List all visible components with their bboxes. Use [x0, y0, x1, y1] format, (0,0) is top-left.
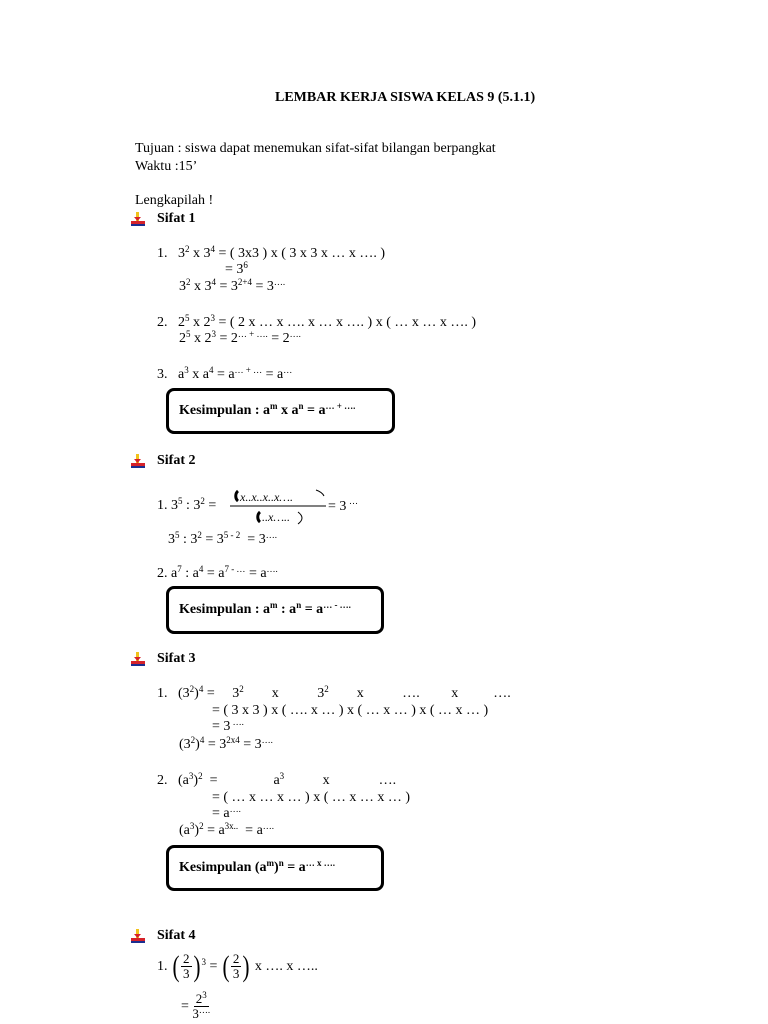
sifat3-item2-line4: $(a^3)^2 = a^{3x..} = a^{\dots.}$: [179, 821, 275, 838]
svg-text:x..x..x..x….: x..x..x..x….: [240, 490, 293, 504]
sifat3-item1-line1: 1. $(3^2)^4$ = $3^2$ x $3^2$ x …. x ….: [157, 684, 511, 701]
sifat2-item2: 2. $a^7$ : $a^4 = a^{7 - \dots} = a^{\dots.}$: [157, 564, 278, 581]
instruction-text: Lengkapilah !: [135, 193, 214, 208]
svg-text:..x…..: ..x…..: [262, 510, 290, 524]
sifat3-item2-line1: 2. $(a^3)^2$ = $a^3$ x ….: [157, 771, 397, 788]
sifat1-conclusion-box: [166, 388, 395, 434]
sifat1-item1-line2: = $3^6$: [225, 260, 248, 277]
waktu-text: Waktu :15’: [135, 159, 198, 174]
arrow-bullet-icon: [131, 212, 145, 226]
arrow-bullet-icon: [131, 652, 145, 666]
sifat3-conclusion: Kesimpulan $(a^m)^n = a^{\dots x \dots.}$: [179, 858, 335, 875]
arrow-bullet-icon: [131, 454, 145, 468]
tujuan-text: Tujuan : siswa dapat menemukan sifat-sifat bilangan berpangkat: [135, 141, 496, 156]
sifat3-heading: Sifat 3: [157, 651, 196, 666]
page-title: LEMBAR KERJA SISWA KELAS 9 (5.1.1): [275, 90, 536, 105]
sifat2-heading: Sifat 2: [157, 453, 196, 468]
sifat2-conclusion-box: [166, 586, 384, 634]
sifat4-item1-line1: 1. ( $\frac{2}{3}$ ) $^3$ = ( $\frac{2}{3}$ ) x …. x …..: [157, 949, 318, 983]
arrow-bullet-icon: [131, 929, 145, 943]
sifat2-item1-fraction: [228, 486, 358, 528]
sifat1-item1-line1: 1. $3^2$ x $3^4$ = ( 3x3 ) x ( 3 x 3 x … x …. ): [157, 244, 386, 261]
sifat1-item2-line2: $2^5$ x $2^3 = 2^{\dots + \dots.} = 2^{\dots.}$: [179, 329, 301, 346]
sifat1-item1-line3: $3^2$ x $3^4 = 3^{2+4} = 3^{\dots.}$: [179, 277, 286, 294]
svg-text:…: …: [349, 496, 358, 506]
sifat1-heading: Sifat 1: [157, 211, 196, 226]
sifat1-item2-line1: 2. $2^5$ x $2^3$ = ( 2 x … x …. x … x …. ) x ( … x … x …. ): [157, 313, 477, 330]
sifat3-item2-line3: = a….: [212, 804, 241, 821]
sifat1-conclusion: Kesimpulan : $a^m$ x $a^n = a^{\dots + \dots.}$: [179, 401, 356, 418]
sifat4-item1-line2: = $\frac{2^3}{3^{\dots.}}$: [181, 990, 211, 1022]
sifat2-conclusion: Kesimpulan : $a^m$ : $a^n = a^{\dots - \dots.}$: [179, 600, 351, 617]
sifat2-item1-lhs: 1. $3^5$ : $3^2$ =: [157, 496, 217, 513]
sifat3-item2-line2: = ( … x … x … ) x ( … x … x … ): [212, 790, 411, 805]
sifat2-item1-line2: $3^5$ : $3^2 = 3^{5 - 2} = 3^{\dots.}$: [168, 530, 277, 547]
sifat3-item1-line3: = 3 ….: [212, 717, 244, 734]
svg-text:= 3: = 3: [328, 499, 347, 514]
sifat3-item1-line4: $(3^2)^4 = 3^{2x4} = 3^{\dots.}$: [179, 735, 273, 752]
sifat1-item3: 3. $a^3$ x $a^4 = a^{\dots + \dots} = a^\dots$: [157, 365, 293, 382]
sifat3-item1-line2: = ( 3 x 3 ) x ( …. x … ) x ( … x … ) x ( … x … ): [212, 703, 489, 718]
sifat3-conclusion-box: [166, 845, 384, 891]
sifat4-heading: Sifat 4: [157, 928, 196, 943]
